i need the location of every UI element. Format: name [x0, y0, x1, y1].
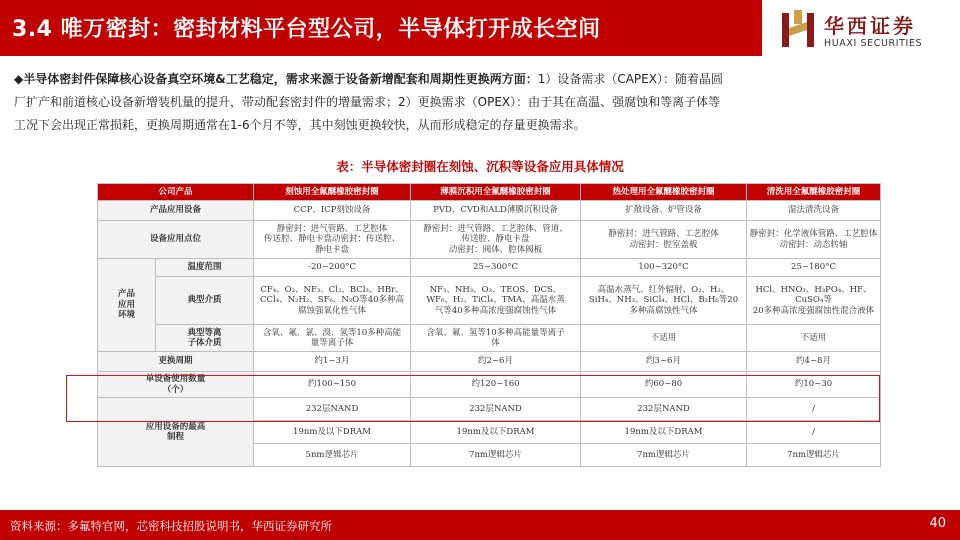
cell-line: 多种高腐蚀性气体 [629, 305, 698, 316]
row-label: 典型等离 子体介质 [156, 325, 254, 352]
cell-line: 含氧、氟、氯、溴、氢等10多种高能 [262, 327, 402, 338]
row-label: 更换周期 [98, 352, 254, 372]
table-row [98, 221, 881, 259]
table-cell: CCP、ICP刻蚀设备 [254, 201, 411, 221]
cell-line: 传送腔、静电卡盘动密封：传送腔、 [264, 234, 401, 245]
footer-bar [0, 510, 960, 540]
header-cell: 刻蚀用全氟醚橡胶密封圈 [254, 184, 411, 201]
table-header-row [98, 184, 881, 201]
table-cell: 约3~6月 [581, 352, 747, 372]
table-cell: 扩散设备、炉管设备 [581, 201, 747, 221]
row-label: 产品应用设备 [98, 201, 254, 221]
header-cell: 公司产品 [98, 184, 254, 201]
source-note: 资料来源：多氟特官网，芯密科技招股说明书，华西证券研究所 [10, 519, 332, 533]
table-cell [254, 221, 411, 259]
table-cell: 约1~3月 [254, 352, 411, 372]
intro-line-2: 厂扩产和前道核心设备新增装机量的提升，带动配套密封件的增量需求；2）更换需求（OPEX）：由于其在高温、强腐蚀和等离子体等 [14, 95, 721, 109]
table-cell: 不适用 [581, 325, 747, 352]
table-cell [581, 277, 747, 325]
table-cell: 232层NAND [411, 398, 581, 421]
table-cell: 19nm及以下DRAM [581, 421, 747, 444]
header-cell: 热处理用全氟醚橡胶密封圈 [581, 184, 747, 201]
table-cell: 232层NAND [254, 398, 411, 421]
cell-line: 静密封：进气管路、工艺腔体 [608, 229, 719, 239]
table-row [98, 259, 881, 277]
page-number: 40 [929, 516, 946, 531]
table-cell: / [747, 421, 881, 444]
table-cell: 约2~6月 [411, 352, 581, 372]
table-cell: 约4~8月 [747, 352, 881, 372]
table-cell: 19nm及以下DRAM [254, 421, 411, 444]
table-row [98, 277, 881, 325]
cell-line: 静电卡盘 [315, 244, 350, 255]
table-cell: / [747, 398, 881, 421]
cell-line: 含氧、氟、氢等10多种高能量等离子 [426, 327, 565, 338]
table-cell: 232层NAND [581, 398, 747, 421]
row-label: 典型介质 [156, 277, 254, 325]
cell-line: 腐蚀强氧化性气体 [298, 305, 367, 316]
page-title: 3.4 唯万密封：密封材料平台型公司，半导体打开成长空间 [12, 17, 601, 42]
table-cell: 100~320°C [581, 259, 747, 277]
table-cell: 约120~160 [411, 372, 581, 398]
table-cell: 25~300°C [411, 259, 581, 277]
cell-line: 体 [491, 338, 500, 348]
logo-en-text: HUAXI SECURITIES [824, 38, 923, 49]
cell-line: SiH₄、NH₃、SiCl₄、HCl、B₂H₆等20 [588, 295, 739, 306]
cell-line: 量等离子体 [310, 338, 354, 348]
cell-line: HCl、HNO₃、H₃PO₄、HF、CuSO₄等 [755, 284, 872, 306]
intro-lead: 半导体密封件保障核心设备真空环境&工艺稳定，需求来源于设备新增配套和周期性更换两方面： [23, 72, 538, 86]
row-label: 单设备使用数量 （个） [98, 372, 254, 398]
header-cell: 清洗用全氟醚橡胶密封圈 [747, 184, 881, 201]
intro-line-1 [14, 68, 944, 91]
table-cell: 5nm逻辑芯片 [254, 444, 411, 467]
cell-line: 高温水蒸气、红外辐射、O₂、H₂、 [597, 284, 730, 295]
table-cell: 25~180°C [747, 259, 881, 277]
table-cell [581, 221, 747, 259]
header-cell: 薄膜沉积用全氟醚橡胶密封圈 [411, 184, 581, 201]
env-group-label: 产品 应用 环境 [98, 259, 156, 352]
table-row [98, 201, 881, 221]
cell-line: 静密封：化学液体管路、工艺腔体 [749, 229, 878, 239]
intro-line-1-rest: 1）设备需求（CAPEX）：随着晶圆 [537, 72, 723, 86]
table-cell: 湿法清洗设备 [747, 201, 881, 221]
huaxi-logo-icon [780, 10, 816, 50]
cell-line: CCl₄、N₂H₂、SF₆、N₂O等40多种高 [259, 295, 405, 306]
table-cell: 7nm逻辑芯片 [411, 444, 581, 467]
logo-cn-text: 华西证券 [824, 14, 916, 38]
cell-line: 20多种高浓度强腐蚀性混合液体 [752, 305, 875, 316]
table-row [98, 352, 881, 372]
table-cell: -20~200°C [254, 259, 411, 277]
table-cell: PVD、CVD和ALD薄膜沉积设备 [411, 201, 581, 221]
table-cell: 7nm逻辑芯片 [747, 444, 881, 467]
table-cell [747, 221, 881, 259]
intro-paragraph [14, 68, 944, 137]
table-cell [254, 277, 411, 325]
table-cell [254, 325, 411, 352]
table-cell: 约60~80 [581, 372, 747, 398]
table-cell [411, 221, 581, 259]
row-label: 设备应用点位 [98, 221, 254, 259]
table-cell: 不适用 [747, 325, 881, 352]
intro-line-3: 工况下会出现正常损耗，更换周期通常在1-6个月不等，其中刻蚀更换较快，从而形成稳定的存量更换需求。 [14, 118, 586, 132]
table-caption: 表：半导体密封圈在刻蚀、沉积等设备应用具体情况 [336, 159, 624, 174]
table-cell: 19nm及以下DRAM [411, 421, 581, 444]
cell-line: 静密封：进气管路、工艺腔体 [276, 223, 388, 234]
table-cell [411, 277, 581, 325]
table-cell [411, 325, 581, 352]
cell-line: WF₆、H₂、TiCl₄、TMA、高温水蒸 [426, 295, 565, 306]
cell-line: 传送腔、静电卡盘 [461, 234, 530, 245]
huaxi-logo [780, 8, 955, 52]
table-cell: 7nm逻辑芯片 [581, 444, 747, 467]
table-row [98, 325, 881, 352]
cell-line: 气等40多种高浓度强腐蚀性气体 [434, 305, 557, 316]
table-cell: 约100~150 [254, 372, 411, 398]
diamond-bullet-icon: ◆ [14, 72, 24, 86]
row-label: 应用设备的最高 制程 [98, 398, 254, 467]
cell-line: 动密封：动态转轴 [779, 239, 848, 250]
highlight-box [66, 375, 880, 422]
cell-line: 静密封：进气管路、工艺腔体、管道、 [423, 223, 568, 234]
cell-line: 动密封：腔室盖板 [629, 239, 698, 250]
cell-line: NF₃、NH₃、O₃、TEOS、DCS、 [429, 284, 562, 295]
cell-line: 动密封：阀体、腔体阀板 [448, 244, 543, 255]
cell-line: CF₄、O₂、NF₃、Cl₂、BCl₃、HBr、 [260, 284, 404, 295]
table-cell [747, 277, 881, 325]
seal-application-table [97, 183, 881, 467]
row-label: 温度范围 [156, 259, 254, 277]
title-bar [0, 0, 762, 56]
table-cell: 约10~30 [747, 372, 881, 398]
